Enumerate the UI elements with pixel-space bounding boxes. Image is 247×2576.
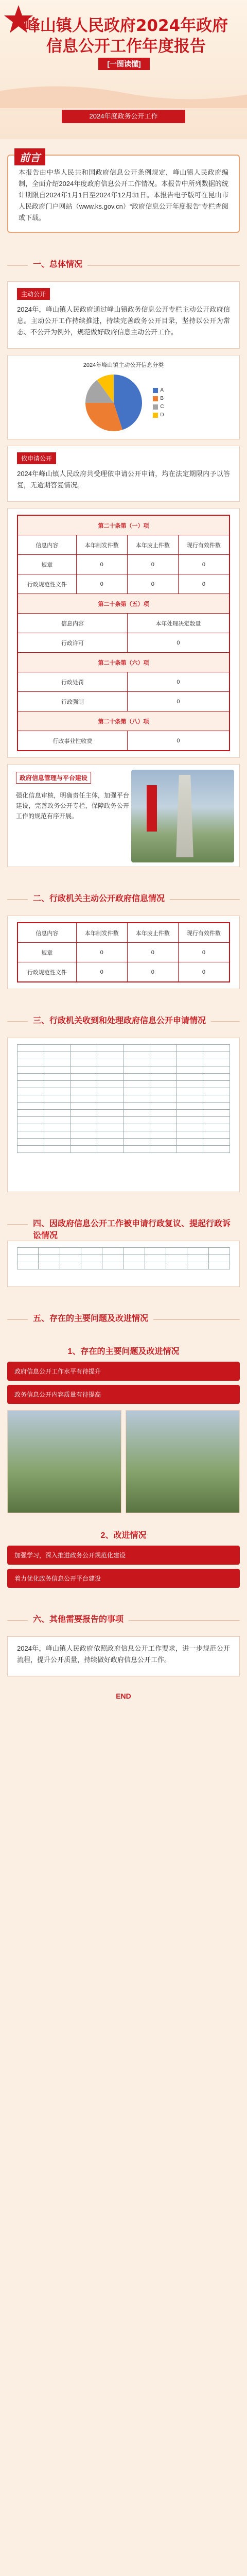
intro-box xyxy=(7,152,240,233)
table-row xyxy=(18,692,230,711)
ribbon-decoration xyxy=(0,77,247,108)
table-row xyxy=(18,943,230,962)
cell: 规章 xyxy=(18,943,77,962)
subsection-2-title: 2、改进情况 xyxy=(100,1531,147,1540)
legend-item xyxy=(153,411,164,419)
legend-item xyxy=(153,386,164,395)
col-header: 本年废止件数 xyxy=(127,535,178,555)
section-6-card xyxy=(7,1636,240,1676)
cell: 0 xyxy=(127,555,178,574)
photo-caption: 政府信息管理与平台建设 xyxy=(16,772,91,784)
table-3 xyxy=(17,1044,230,1153)
landscape-photo-1 xyxy=(7,1410,121,1513)
legend-swatch xyxy=(153,413,158,418)
cell: 行政规范性文件 xyxy=(18,962,77,982)
col-header: 本年制发件数 xyxy=(76,535,127,555)
legend-label: A xyxy=(160,387,164,393)
cell: 0 xyxy=(178,555,229,574)
pie-legend xyxy=(153,386,164,419)
cell: 0 xyxy=(178,943,229,962)
section-3-title: 三、行政机关收到和处理政府信息公开申请情况 xyxy=(28,1014,211,1026)
section-1-para-b: 2024年峰山镇人民政府共受理依申请公开申请，均在法定期限内予以答复，无逾期答复情况。 xyxy=(17,470,230,489)
table-head: 第二十条第（六）项 xyxy=(18,653,230,672)
cell: 0 xyxy=(76,555,127,574)
subsection-1-title: 1、存在的主要问题及改进情况 xyxy=(67,1347,180,1356)
red-sign-image xyxy=(147,785,157,832)
cell: 0 xyxy=(76,943,127,962)
subtitle-active: 主动公开 xyxy=(17,288,50,300)
subtitle-request: 依申请公开 xyxy=(17,452,56,464)
col-header: 现行有效件数 xyxy=(178,535,229,555)
section-2-header xyxy=(7,888,240,909)
section-4-title: 四、因政府信息公开工作被申请行政复议、提起行政诉讼情况 xyxy=(28,1217,240,1241)
cell: 0 xyxy=(178,574,229,594)
section-6-title: 六、其他需要报告的事项 xyxy=(28,1613,129,1624)
cell: 0 xyxy=(127,574,178,594)
legend-swatch xyxy=(153,396,158,401)
cell: 0 xyxy=(127,962,178,982)
table-4 xyxy=(17,1247,230,1269)
section-1-card-b xyxy=(7,446,240,502)
section-4-header xyxy=(7,1213,240,1240)
legend-label: C xyxy=(160,404,164,410)
table-head: 第二十条第（五）项 xyxy=(18,594,230,614)
improvement-1: 加强学习，深入推进政务公开规范化建设 xyxy=(7,1546,240,1565)
issue-1: 政府信息公开工作水平有待提升 xyxy=(7,1362,240,1381)
cell: 规章 xyxy=(18,555,77,574)
section-6-text: 2024年，峰山镇人民政府依照政府信息公开工作要求，进一步规范公开流程，提升公开质量，持续做好政府信息公开工作。 xyxy=(17,1645,230,1664)
photo-pair xyxy=(7,1410,240,1513)
page-title: 峰山镇人民政府2024年政府信息公开工作年度报告 xyxy=(24,16,228,56)
table-row xyxy=(18,962,230,982)
issue-2: 政务信息公开内容质量有待提高 xyxy=(7,1385,240,1404)
cover-tag: [一图读懂] xyxy=(98,58,150,70)
table-row xyxy=(18,633,230,653)
col-header: 信息内容 xyxy=(18,923,77,943)
cell: 行政规范性文件 xyxy=(18,574,77,594)
section-1-card xyxy=(7,281,240,349)
chart-title: 2024年峰山镇主动公开信息分类 xyxy=(83,362,164,368)
col-header: 信息内容 xyxy=(18,535,77,555)
cell: 行政许可 xyxy=(18,633,128,653)
col-header: 现行有效件数 xyxy=(178,923,229,943)
section-3-card xyxy=(7,1038,240,1192)
pie-chart-card xyxy=(7,355,240,439)
cell: 0 xyxy=(127,633,229,653)
legend-item xyxy=(153,395,164,403)
section-5-title: 五、存在的主要问题及改进情况 xyxy=(28,1312,153,1324)
section-1-para-a: 2024年，峰山镇人民政府通过峰山镇政务信息公开专栏主动公开政府信息。主动公开工作持续推进，持续完善政务公开目录，坚持以公开为常态、不公开为例外，规范做好政府信息主动公开工作。 xyxy=(17,306,230,336)
legend-label: B xyxy=(160,396,164,401)
legend-label: D xyxy=(160,412,164,418)
table-head: 第二十条第（八）项 xyxy=(18,711,230,731)
table-row xyxy=(18,555,230,574)
intro-badge: 前言 xyxy=(14,148,45,165)
improvement-2: 着力优化政务信息公开平台建设 xyxy=(7,1569,240,1588)
table-1-card xyxy=(7,508,240,758)
cover xyxy=(0,0,247,139)
col-header: 本年废止件数 xyxy=(127,923,178,943)
col-header: 信息内容 xyxy=(18,614,128,633)
cell: 行政处罚 xyxy=(18,672,128,692)
pie-chart xyxy=(83,372,145,434)
section-5-header xyxy=(7,1308,240,1329)
table-row xyxy=(18,731,230,751)
photo-text: 强化信息审核，明确责任主体，加强平台建设，完善政务公开专栏，保障政务公开工作的规范有序开展。 xyxy=(16,792,129,820)
cell: 0 xyxy=(127,672,229,692)
table-head: 第二十条第（一）项 xyxy=(18,516,230,535)
section-2-title: 二、行政机关主动公开政府信息情况 xyxy=(28,892,170,904)
table-2 xyxy=(17,923,230,982)
cell: 行政事业性收费 xyxy=(18,731,128,751)
cell: 0 xyxy=(127,943,178,962)
photo-block-1 xyxy=(7,764,240,867)
cell: 0 xyxy=(127,692,229,711)
section-6-header xyxy=(7,1608,240,1630)
cell: 0 xyxy=(76,574,127,594)
cell: 0 xyxy=(127,731,229,751)
landscape-photo-2 xyxy=(126,1410,240,1513)
table-1 xyxy=(17,515,230,751)
section-2-card xyxy=(7,916,240,989)
cell: 行政强制 xyxy=(18,692,128,711)
table-row xyxy=(18,574,230,594)
end-mark: END xyxy=(116,1692,131,1700)
legend-swatch xyxy=(153,404,158,410)
year-band: 2024年度政务公开工作 xyxy=(62,110,185,123)
section-1-header xyxy=(7,253,240,275)
legend-swatch xyxy=(153,388,158,393)
col-header: 本年制发件数 xyxy=(76,923,127,943)
section-4-card xyxy=(7,1241,240,1287)
intro-text: 本报告由中华人民共和国政府信息公开条例规定，峰山镇人民政府编制，全面介绍2024年度政府信息公开工作情况。本报告中所列数据的统计期限自2024年1月1日至2024年12月31日。本报告电子版可在昆山市人民政府门户网站（www.ks.gov.cn）“政府信息公开年度报告”专栏查阅或下载。 xyxy=(19,168,228,222)
col-header: 本年处理决定数量 xyxy=(127,614,229,633)
cell: 0 xyxy=(76,962,127,982)
legend-item xyxy=(153,403,164,411)
section-3-header xyxy=(7,1010,240,1031)
section-1-title: 一、总体情况 xyxy=(28,258,87,269)
table-row xyxy=(18,672,230,692)
cell: 0 xyxy=(178,962,229,982)
